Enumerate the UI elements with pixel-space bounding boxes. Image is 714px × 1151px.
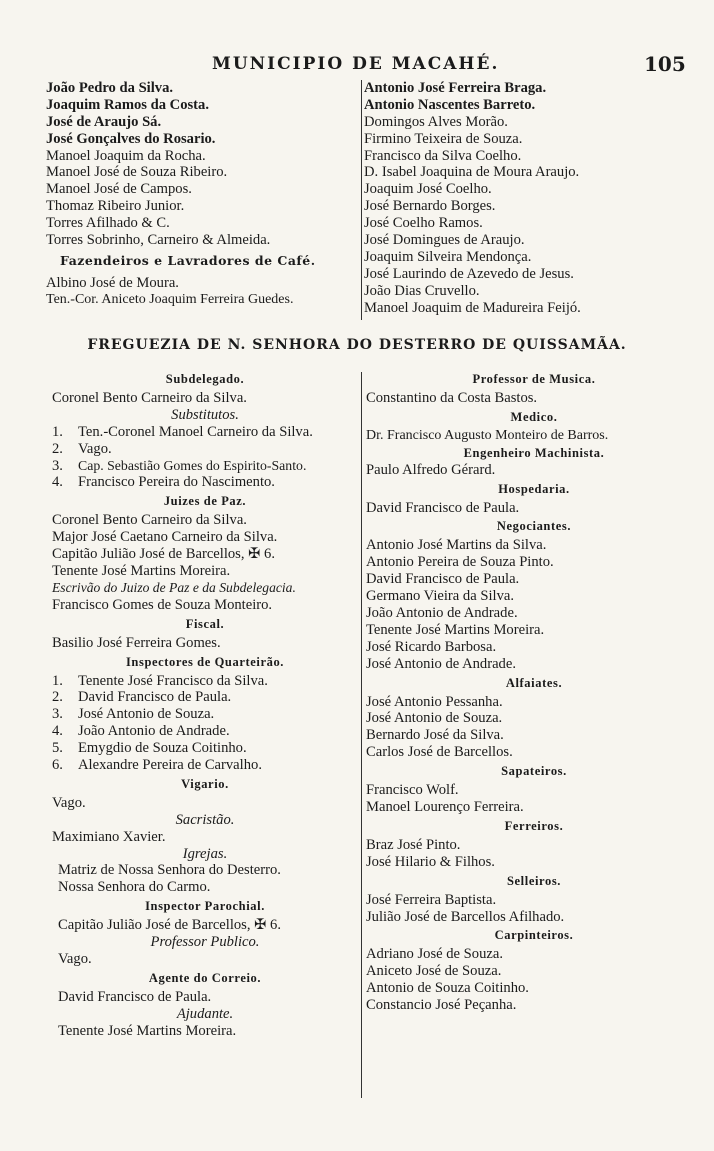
heading-subdelegado: Subdelegado.: [165, 372, 245, 386]
list-item: Joaquim Silveira Mendonça.: [364, 248, 532, 265]
heading-ferreiros: Ferreiros.: [504, 818, 564, 833]
list-item: Tenente José Martins Moreira.: [366, 621, 545, 638]
list-item: João Pedro da Silva.: [46, 80, 174, 96]
list-item: Vago.: [52, 794, 86, 811]
list-item: Ten.-Cor. Aniceto Joaquim Ferreira Guedes.: [46, 291, 294, 307]
section-title: FREGUEZIA DE N. SENHORA DO DESTERRO DE QUISSAMÃA.: [87, 337, 627, 353]
list-item: Basilio José Ferreira Gomes.: [52, 634, 221, 651]
list-item: Dr. Francisco Augusto Monteiro de Barros.: [366, 427, 609, 443]
section-heading: Fazendeiros e Lavradores de Café.: [60, 252, 316, 268]
list-item: 2. Vago.: [52, 440, 112, 457]
list-item: Francisco da Silva Coelho.: [364, 147, 522, 164]
list-item: Coronel Bento Carneiro da Silva.: [52, 390, 247, 406]
list-item: Antonio José Martins da Silva.: [366, 537, 547, 554]
list-item: Joaquim José Coelho.: [364, 181, 492, 198]
list-item: Manoel Joaquim da Rocha.: [46, 147, 206, 164]
list-item: Vago.: [58, 951, 92, 968]
list-item: Albino José de Moura.: [46, 274, 179, 291]
heading-vigario: Vigario.: [181, 776, 229, 791]
heading-selleiros: Selleiros.: [506, 873, 562, 888]
list-item: Joaquim Ramos da Costa.: [46, 96, 209, 113]
list-item: Thomaz Ribeiro Junior.: [46, 198, 185, 215]
parish-left-column: [52, 369, 358, 1040]
top-right-column: [364, 80, 581, 316]
list-item: José Hilario & Filhos.: [366, 853, 495, 870]
list-item: Francisco Wolf.: [366, 782, 459, 799]
list-item: Carlos José de Barcellos.: [366, 744, 513, 761]
list-item: Manoel José de Campos.: [46, 181, 192, 198]
list-item: Germano Vieira da Silva.: [366, 588, 514, 605]
heading-alfaiates: Alfaiates.: [505, 675, 563, 690]
list-item: José Antonio de Souza.: [366, 710, 503, 727]
list-item: Nossa Senhora do Carmo.: [58, 879, 211, 896]
list-item: Antonio Pereira de Souza Pinto.: [366, 554, 554, 571]
list-item: 6. Alexandre Pereira de Carvalho.: [52, 757, 262, 774]
list-item: José Coelho Ramos.: [364, 215, 483, 232]
list-item: Maximiano Xavier.: [52, 828, 166, 845]
heading-juizes: Juizes de Paz.: [163, 494, 247, 509]
list-item: 3. Cap. Sebastião Gomes do Espirito-Santo.: [52, 457, 307, 474]
heading-escrivao: Escrivão do Juizo de Paz e da Subdelegacia.: [52, 579, 296, 595]
list-item: 4. Francisco Pereira do Nascimento.: [52, 474, 275, 491]
running-head-title: MUNICIPIO DE MACAHÉ.: [212, 54, 500, 74]
list-item: Firmino Teixeira de Souza.: [364, 130, 523, 147]
list-item: 4. João Antonio de Andrade.: [52, 723, 230, 740]
heading-professor: Professor Publico.: [150, 934, 260, 951]
list-item: José Ricardo Barbosa.: [366, 638, 497, 655]
list-item: Antonio Nascentes Barreto.: [364, 96, 536, 113]
list-item: 2. David Francisco de Paula.: [52, 689, 232, 706]
list-item: Matriz de Nossa Senhora do Desterro.: [58, 862, 281, 879]
list-item: Braz José Pinto.: [366, 836, 461, 853]
list-item: José Antonio Pessanha.: [366, 693, 503, 710]
list-item: D. Isabel Joaquina de Moura Araujo.: [364, 164, 580, 181]
list-item: 1. Tenente José Francisco da Silva.: [52, 672, 268, 689]
list-item: 1. Ten.-Coronel Manoel Carneiro da Silva.: [52, 423, 313, 440]
heading-fiscal: Fiscal.: [185, 616, 225, 631]
list-item: Paulo Alfredo Gérard.: [366, 461, 496, 478]
heading-hospedaria: Hospedaria.: [498, 481, 570, 496]
list-item: José de Araujo Sá.: [46, 113, 162, 130]
column-divider: [361, 372, 362, 1098]
heading-negociantes: Negociantes.: [496, 519, 572, 534]
list-item: Major José Caetano Carneiro da Silva.: [52, 529, 278, 546]
list-item: David Francisco de Paula.: [366, 499, 520, 516]
list-item: Adriano José de Souza.: [366, 946, 503, 963]
list-item: Capitão Julião José de Barcellos, ✠ 6.: [58, 917, 281, 934]
list-item: Coronel Bento Carneiro da Silva.: [52, 512, 247, 529]
list-item: Tenente José Martins Moreira.: [58, 1022, 237, 1039]
heading-medico: Medico.: [510, 409, 558, 424]
list-item: Capitão Julião José de Barcellos, ✠ 6.: [52, 546, 275, 563]
list-item: Antonio José Ferreira Braga.: [364, 80, 547, 96]
list-item: 5. Emygdio de Souza Coitinho.: [52, 740, 247, 757]
list-item: Manoel Joaquim de Madureira Feijó.: [364, 299, 581, 316]
heading-agente: Agente do Correio.: [148, 970, 262, 985]
list-item: David Francisco de Paula.: [58, 988, 212, 1005]
heading-sacristao: Sacristão.: [175, 811, 235, 828]
list-item: Francisco Gomes de Souza Monteiro.: [52, 596, 273, 613]
heading-engenheiro: Engenheiro Machinista.: [463, 445, 605, 460]
list-item: José Ferreira Baptista.: [366, 891, 497, 908]
list-item: Antonio de Souza Coitinho.: [366, 980, 529, 997]
list-item: Aniceto José de Souza.: [366, 963, 502, 980]
column-divider: [361, 80, 362, 320]
list-item: 3. José Antonio de Souza.: [52, 706, 215, 723]
list-item: David Francisco de Paula.: [366, 571, 520, 588]
heading-inspectores: Inspectores de Quarteirão.: [125, 654, 285, 669]
heading-substitutos: Substitutos.: [171, 406, 239, 423]
list-item: José Domingues de Araujo.: [364, 232, 525, 249]
page-number: 105: [644, 52, 686, 76]
list-item: Manoel Lourenço Ferreira.: [366, 799, 524, 816]
list-item: José Laurindo de Azevedo de Jesus.: [364, 265, 574, 282]
list-item: Domingos Alves Morão.: [364, 113, 508, 130]
heading-sapateiros: Sapateiros.: [501, 764, 567, 779]
heading-igrejas: Igrejas.: [182, 845, 228, 862]
heading-carpinteiros: Carpinteiros.: [494, 928, 574, 943]
heading-ajudante: Ajudante.: [176, 1005, 234, 1022]
list-item: Torres Afilhado & C.: [46, 215, 170, 232]
list-item: José Bernardo Borges.: [364, 198, 496, 215]
top-left-column: [46, 80, 316, 309]
list-item: José Antonio de Andrade.: [366, 655, 516, 672]
parish-right-column: [366, 369, 702, 1014]
heading-inspector-parochial: Inspector Parochial.: [145, 899, 265, 914]
list-item: Julião José de Barcellos Afilhado.: [366, 908, 565, 925]
list-item: Bernardo José da Silva.: [366, 727, 504, 744]
list-item: Torres Sobrinho, Carneiro & Almeida.: [46, 232, 271, 249]
running-head: [0, 52, 714, 76]
list-item: José Gonçalves do Rosario.: [46, 130, 216, 147]
list-item: Constantino da Costa Bastos.: [366, 390, 538, 406]
list-item: João Antonio de Andrade.: [366, 605, 518, 622]
list-item: João Dias Cruvello.: [364, 282, 480, 299]
list-item: Constancio José Peçanha.: [366, 997, 517, 1014]
heading-musica: Professor de Musica.: [472, 372, 596, 386]
list-item: Manoel José de Souza Ribeiro.: [46, 164, 228, 181]
list-item: Tenente José Martins Moreira.: [52, 563, 231, 580]
